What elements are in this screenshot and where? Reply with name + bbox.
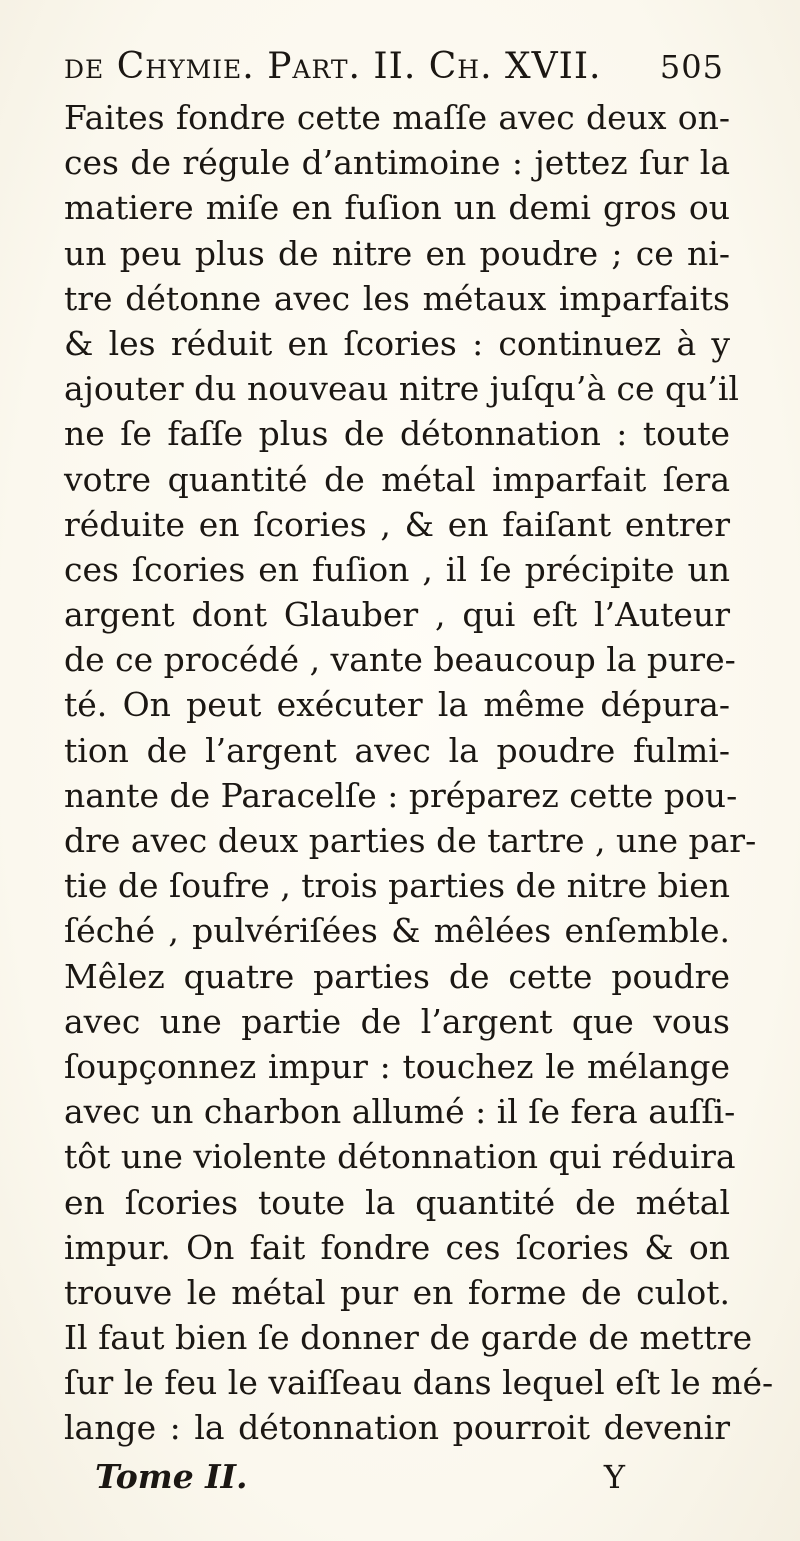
text-line: ces de régule d’antimoine : jettez ſur la bbox=[64, 143, 730, 183]
text-line: tie de ſoufre , trois parties de nitre bien bbox=[64, 866, 730, 906]
running-title: de Chymie. Part. II. Ch. XVII. bbox=[64, 46, 602, 87]
text-line: ſoupçonnez impur : touchez le mélange bbox=[64, 1046, 730, 1086]
gathering-signature: Y bbox=[603, 1458, 625, 1496]
text-line: avec une partie de l’argent que vous bbox=[64, 1001, 730, 1041]
text-line: Mêlez quatre parties de cette poudre bbox=[64, 956, 730, 996]
text-line: trouve le métal pur en forme de culot. bbox=[64, 1272, 730, 1312]
text-line: tre détonne avec les métaux imparfaits bbox=[64, 278, 730, 318]
body-text bbox=[64, 95, 774, 1451]
text-line: ajouter du nouveau nitre juſqu’à ce qu’il bbox=[64, 369, 739, 409]
text-line: dre avec deux parties de tartre , une par- bbox=[64, 821, 757, 860]
text-line: Il faut bien ſe donner de garde de mettre bbox=[64, 1318, 753, 1358]
text-line: argent dont Glauber , qui eſt l’Auteur bbox=[64, 595, 730, 635]
running-head bbox=[64, 46, 724, 96]
text-line: & les réduit en ſcories : continuez à y bbox=[64, 323, 730, 363]
page-footer bbox=[95, 1457, 625, 1507]
page-number: 505 bbox=[659, 48, 724, 86]
text-line: ne ſe faſſe plus de détonnation : toute bbox=[64, 414, 730, 454]
text-line: réduite en ſcories , & en faiſant entrer bbox=[64, 504, 730, 544]
text-line: en ſcories toute la quantité de métal bbox=[64, 1182, 730, 1222]
text-line: ſéché , pulvériſées & mêlées enſemble. bbox=[64, 911, 730, 951]
text-line: tôt une violente détonnation qui réduira bbox=[64, 1137, 736, 1177]
text-line: nante de Paracelſe : préparez cette pou- bbox=[64, 775, 738, 815]
text-line: un peu plus de nitre en poudre ; ce ni- bbox=[64, 233, 730, 273]
text-line: té. On peut exécuter la même dépura- bbox=[64, 685, 730, 725]
text-line: lange : la détonnation pourroit devenir bbox=[64, 1408, 730, 1448]
text-line: ſur le feu le vaiſſeau dans lequel eſt le mé- bbox=[64, 1363, 774, 1403]
text-line: avec un charbon allumé : il ſe fera auſſi- bbox=[64, 1092, 736, 1132]
text-line: votre quantité de métal imparfait ſera bbox=[64, 459, 730, 499]
text-line: Faites fondre cette maſſe avec deux on- bbox=[64, 98, 730, 137]
volume-signature: Tome II. bbox=[95, 1457, 248, 1496]
text-line: matiere miſe en fuſion un demi gros ou bbox=[64, 188, 730, 228]
text-line: impur. On fait fondre ces ſcories & on bbox=[64, 1227, 730, 1267]
text-line: de ce procédé , vante beaucoup la pure- bbox=[64, 640, 736, 680]
text-line: tion de l’argent avec la poudre fulmi- bbox=[64, 730, 730, 770]
text-line: ces ſcories en fuſion , il ſe précipite un bbox=[64, 549, 730, 589]
